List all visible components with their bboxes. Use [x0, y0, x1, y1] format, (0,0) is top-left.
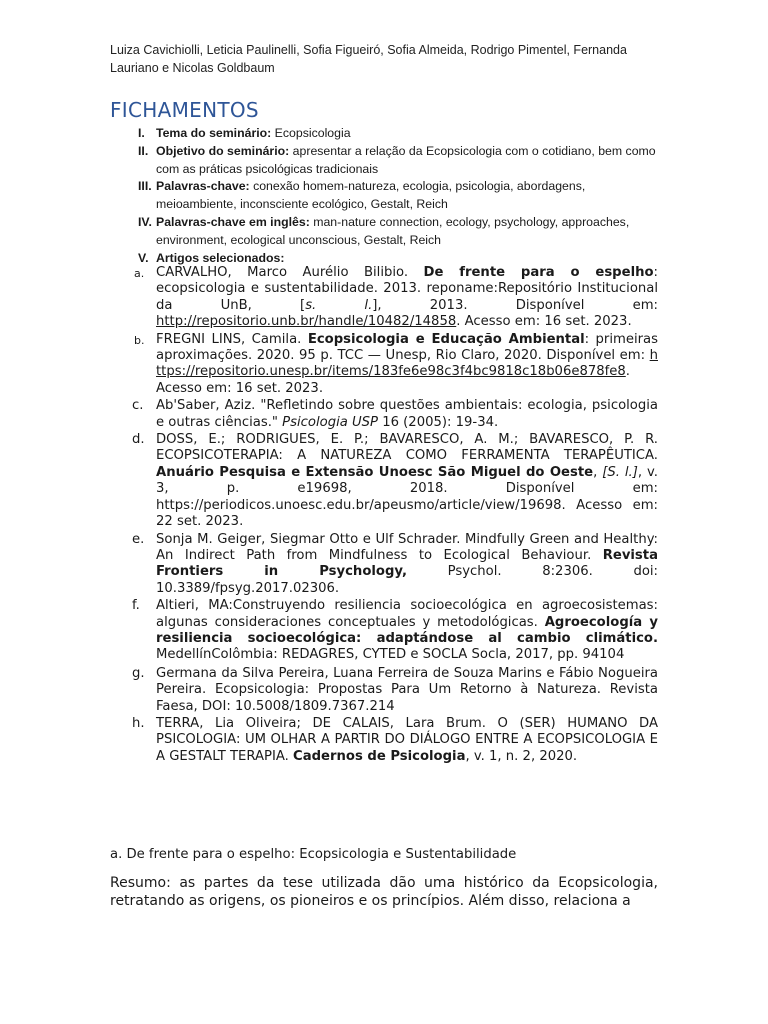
item-label: Palavras-chave:: [156, 179, 250, 194]
ref-text: Sonja M. Geiger, Siegmar Otto e Ulf Schrader. Mindfully Green and Healthy: An Indirect Path from Mindfulness to Ecological Behaviour.: [156, 531, 658, 563]
reference-label: f.: [132, 598, 140, 614]
ref-text: TERRA, Lia Oliveira; DE CALAIS, Lara Brum. O (SER) HUMANO DA PSICOLOGIA: UM OLHAR A PARTIR DO DIÁLOGO ENTRE A ECOPSICOLOGIA E A GESTALT TERAPIA.: [156, 715, 658, 764]
list-item: [110, 143, 658, 179]
section-heading: a. De frente para o espelho: Ecopsicologia e Sustentabilidade: [110, 847, 517, 862]
item-label: Objetivo do seminário:: [156, 143, 290, 158]
item-text: Ecopsicologia: [271, 126, 351, 140]
item-number: V.: [138, 250, 149, 265]
item-number: I.: [138, 126, 145, 140]
ref-text: MedellínColômbia: REDAGRES, CYTED e SOCLA Socla, 2017, pp. 94104: [156, 647, 625, 663]
ref-text: . Acesso em: 16 set. 2023.: [456, 314, 632, 330]
item-text: man-nature connection, ecology, psychology, approaches, environment, ecological unconscious, Gestalt, Reich: [156, 214, 630, 247]
item-text: conexão homem-natureza, ecologia, psicologia, abordagens, meioambiente, inconsciente ecológico, Gestalt, Reich: [156, 179, 586, 212]
ref-text: , v. 3, p. e19698, 2018. Disponível em: https://periodicos.unoesc.edu.br/apeusmo/article/view/19698. Acesso em: 22 set. 2023.: [156, 464, 658, 530]
reference-b: [110, 332, 658, 398]
ref-text: DOSS, E.; RODRIGUES, E. P.; BAVARESCO, A. M.; BAVARESCO, P. R. ECOPSICOTERAPIA: A NATUREZA COMO FERRAMENTA TERAPÊUTICA.: [156, 432, 658, 464]
ref-text: ,: [593, 464, 603, 480]
reference-label: e.: [132, 531, 145, 547]
reference-c: [110, 398, 658, 431]
ref-title: De frente para o espelho: [423, 265, 654, 280]
ref-text: CARVALHO, Marco Aurélio Bilibio.: [156, 265, 424, 280]
ref-text: : primeiras aproximações. 2020. 95 p. TCC — Unesp, Rio Claro, 2020. Disponível em:: [156, 331, 658, 364]
resumo-paragraph: Resumo: as partes da tese utilizada dão uma histórico da Ecopsicologia, retratando as origens, os pioneiros e os princípios. Além disso, relaciona a: [110, 875, 658, 909]
ref-italic: [S. l.]: [602, 464, 638, 480]
reference-label: d.: [132, 432, 145, 448]
roman-list: [110, 125, 658, 267]
reference-label: a.: [134, 267, 145, 280]
ref-text: : ecopsicologia e sustentabilidade. 2013. reponame:Repositório Institucional da UnB, [: [156, 265, 658, 313]
authors-line: Luiza Cavichiolli, Leticia Paulinelli, Sofia Figueiró, Sofia Almeida, Rodrigo Pimentel, Fernanda Lauriano e Nicolas Goldbaum: [110, 43, 627, 75]
references-list: [110, 265, 658, 765]
reference-a: [110, 265, 658, 331]
reference-e: [110, 532, 658, 598]
ref-text: . Acesso em: 16 set. 2023.: [156, 364, 630, 396]
ref-title: Cadernos de Psicologia: [293, 748, 466, 764]
list-item: [110, 178, 658, 214]
ref-text: Altieri, MA:Construyendo resiliencia socioecológica en agroecosistemas: algunas consideraciones conceptuales y metodológicas.: [156, 598, 658, 630]
reference-d: [110, 432, 658, 530]
page-title: FICHAMENTOS: [110, 98, 259, 122]
ref-title: Revista Frontiers in Psychology,: [156, 547, 658, 580]
reference-label: g.: [132, 665, 145, 681]
ref-text: Ab'Saber, Aziz. "Refletindo sobre questões ambientais: ecologia, psicologia e outras ciências.": [156, 398, 658, 430]
reference-f: [110, 598, 658, 664]
ref-link[interactable]: http://repositorio.unb.br/handle/10482/14858: [156, 314, 457, 330]
reference-h: [110, 716, 658, 765]
list-item: [110, 214, 658, 250]
ref-title: Anuário Pesquisa e Extensão Unoesc São Miguel do Oeste: [156, 464, 594, 480]
ref-italic: s. l.: [305, 297, 373, 313]
item-text: apresentar a relação da Ecopsicologia com o cotidiano, bem como com as práticas psicológicas tradicionais: [156, 143, 656, 176]
ref-text: FREGNI LINS, Camila.: [156, 331, 308, 347]
item-number: III.: [138, 179, 152, 194]
ref-title: Agroecología y resiliencia socioecológica: adaptándose al cambio climático.: [156, 614, 658, 646]
ref-italic: Psicologia USP: [282, 414, 378, 430]
item-label: Palavras-chave em inglês:: [156, 214, 310, 229]
item-number: IV.: [138, 214, 152, 229]
ref-text: , v. 1, n. 2, 2020.: [465, 748, 578, 764]
reference-label: h.: [132, 715, 145, 731]
reference-g: [110, 666, 658, 715]
reference-label: c.: [132, 398, 144, 414]
ref-title: Ecopsicologia e Educação Ambiental: [307, 331, 585, 347]
reference-label: b.: [134, 333, 145, 347]
ref-text: Psychol. 8:2306. doi: 10.3389/fpsyg.2017.02306.: [156, 564, 659, 596]
ref-link[interactable]: https://repositorio.unesp.br/items/183fe6e98c3f4bc9818c18b06e878fe8: [156, 348, 658, 380]
list-item: [110, 125, 658, 143]
item-label: Tema do seminário:: [156, 126, 272, 140]
item-label: Artigos selecionados:: [156, 250, 285, 265]
ref-text: Germana da Silva Pereira, Luana Ferreira de Souza Marins e Fábio Nogueira Pereira. Ecopsicologia: Propostas Para Um Retorno à Natureza. Revista Faesa, DOI: 10.5008/1809.7367.214: [156, 665, 658, 714]
ref-text: ], 2013. Disponível em:: [372, 297, 658, 313]
ref-text: 16 (2005): 19-34.: [378, 414, 499, 430]
item-number: II.: [138, 143, 149, 158]
